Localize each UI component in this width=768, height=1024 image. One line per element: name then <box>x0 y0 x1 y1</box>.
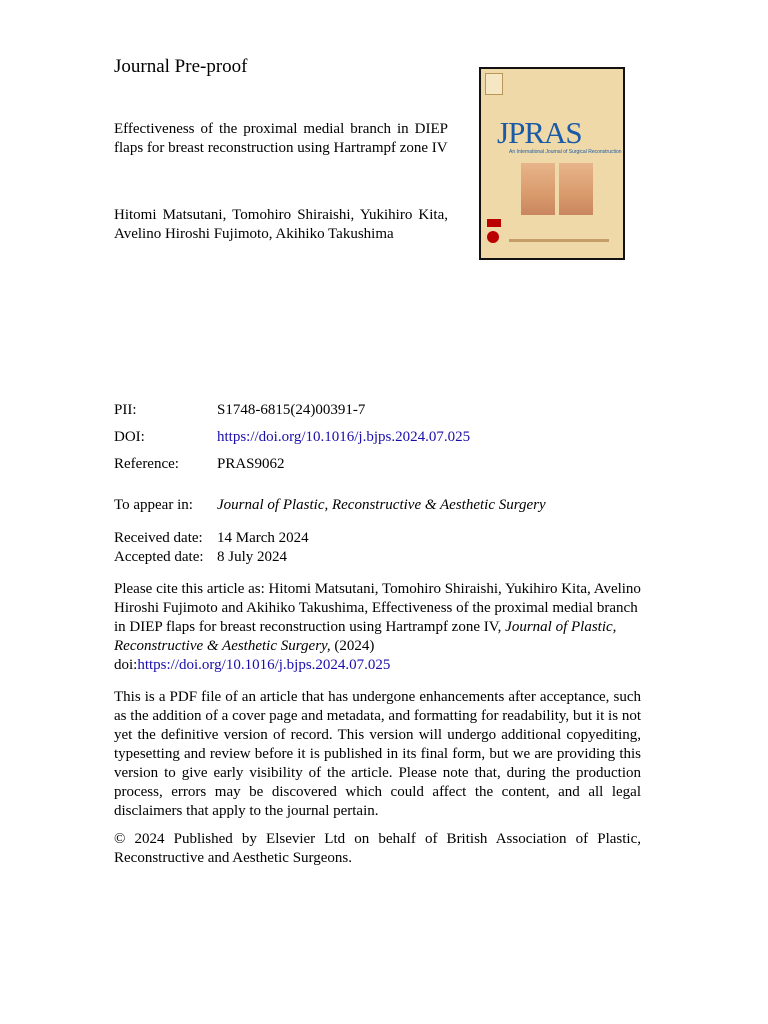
accepted-date-label: Accepted date: <box>114 549 204 565</box>
reference-label: Reference: <box>114 456 179 472</box>
citation-journal: Journal of Plastic, Reconstructive & Aesthetic Surgery, <box>114 619 617 654</box>
appear-in-label: To appear in: <box>114 497 193 513</box>
journal-pre-proof-header: Journal Pre-proof <box>114 56 248 77</box>
cover-badge-icon <box>487 219 501 227</box>
pii-label: PII: <box>114 402 137 418</box>
cover-photo-left <box>521 163 555 215</box>
accepted-date-value: 8 July 2024 <box>217 549 288 565</box>
pre-proof-notice: This is a PDF file of an article that has undergone enhancements after acceptance, such as the addition of a cover page and metadata, and formatting for readability, but it is not yet the definitive version of record. This version will undergo additional copyediting, typesetting and review before it is published in its final form, but we are providing this version to give early visibility of the article. Please note that, during the production process, errors may be discovered which could affect the content, and all legal disclaimers that apply to the journal pertain. <box>114 689 641 819</box>
article-authors: Hitomi Matsutani, Tomohiro Shiraishi, Yukihiro Kita, Avelino Hiroshi Fujimoto, Akihiko Takushima <box>114 207 448 242</box>
cover-subtitle: An International Journal of Surgical Reconstruction <box>509 149 622 155</box>
copyright-notice: © 2024 Published by Elsevier Ltd on behalf of British Association of Plastic, Reconstructive and Aesthetic Surgeons. <box>114 831 641 866</box>
doi-label: DOI: <box>114 429 145 445</box>
journal-cover-image <box>479 67 625 260</box>
reference-value: PRAS9062 <box>217 456 285 472</box>
elsevier-logo-icon <box>485 73 503 95</box>
cover-journal-abbrev: JPRAS <box>497 115 582 150</box>
cover-footer-text <box>509 239 609 242</box>
citation-block <box>114 580 641 675</box>
doi-link[interactable]: https://doi.org/10.1016/j.bjps.2024.07.025 <box>217 429 471 445</box>
pii-value: S1748-6815(24)00391-7 <box>217 402 366 418</box>
appear-in-journal: Journal of Plastic, Reconstructive & Aesthetic Surgery <box>217 497 546 513</box>
received-date-value: 14 March 2024 <box>217 530 309 546</box>
cover-photo-right <box>559 163 593 215</box>
article-title: Effectiveness of the proximal medial branch in DIEP flaps for breast reconstruction using Hartrampf zone IV <box>114 121 448 156</box>
citation-doi-link[interactable]: https://doi.org/10.1016/j.bjps.2024.07.025 <box>137 657 391 673</box>
received-date-label: Received date: <box>114 530 203 546</box>
citation-text: Please cite this article as: Hitomi Matsutani, Tomohiro Shiraishi, Yukihiro Kita, Avelino Hiroshi Fujimoto and Akihiko Takushima, Effectiveness of the proximal medial branch in DIEP flaps for breast reconstruction using Hartrampf zone IV, <box>114 581 641 635</box>
cover-society-logo-icon <box>487 231 499 243</box>
citation-year: (2024) <box>334 638 375 654</box>
citation-doi-prefix: doi: <box>114 657 138 673</box>
